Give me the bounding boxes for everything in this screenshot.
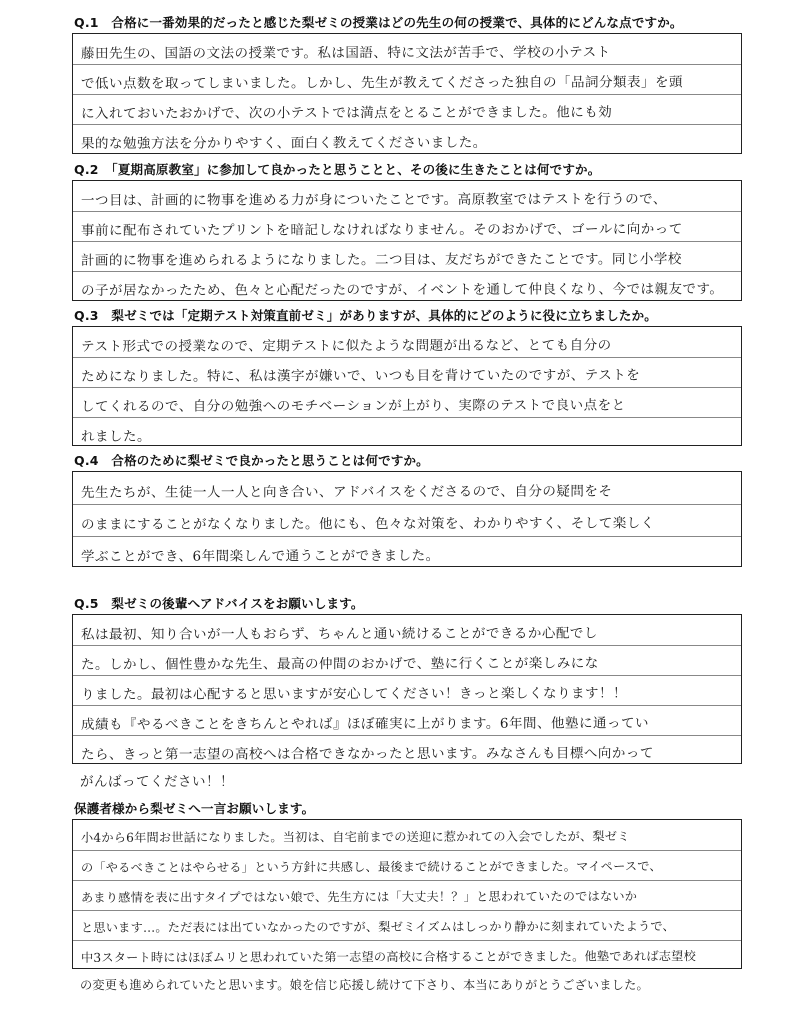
- question-1: Q.1 合格に一番効果的だったと感じた梨ゼミの授業はどの先生の何の授業で、具体的にどんな点ですか。: [74, 15, 683, 30]
- question-5: Q.5 梨ゼミの後輩へアドバイスをお願いします。: [74, 596, 364, 611]
- answer-box-2: [72, 180, 742, 301]
- answer-4-line-3: 学ぶことができ、6年間楽しんで通うことができました。: [80, 547, 440, 565]
- answer-3-line-4: れました。: [80, 428, 152, 445]
- answer-5-line-2: た。しかし、個性豊かな先生、最高の仲間のおかげで、塾に行くことが楽しみにな: [80, 655, 599, 673]
- answer-box-1: [72, 33, 742, 154]
- answer-4-line-2: のままにすることがなくなりました。他にも、色々な対策を、わかりやすく、そして楽しく: [80, 515, 655, 533]
- answer-3-line-3: してくれるので、自分の勉強へのモチベーションが上がり、実際のテストで良い点をと: [80, 397, 626, 415]
- parents-line-4: と思います…。ただ表には出ていなかったのですが、梨ゼミイズムはしっかり静かに刻まれていたようで、: [80, 919, 675, 935]
- answer-1-line-2: で低い点数を取ってしまいました。しかし、先生が教えてくださった独自の「品詞分類表」を頭: [80, 74, 684, 92]
- answer-box-3: [72, 326, 742, 446]
- answer-2-line-2: 事前に配布されていたプリントを暗記しなければなりません。そのおかげで、ゴールに向かって: [80, 221, 683, 239]
- parents-line-6: の変更も進められていたと思います。娘を信じ応援し続けて下さり、本当にありがとうございました。: [80, 978, 649, 992]
- parents-line-5: 中3スタート時にはほぼムリと思われていた第一志望の高校に合格することができました。他塾であれば志望校: [80, 949, 696, 965]
- answer-5-line-3: りました。最初は心配すると思いますが安心してください！きっと楽しくなります！！: [80, 685, 628, 703]
- answer-1-line-1: 藤田先生の、国語の文法の授業です。私は国語、特に文法が苦手で、学校の小テスト: [80, 44, 611, 62]
- answer-box-4: [72, 471, 742, 567]
- answer-3-line-2: ためになりました。特に、私は漢字が嫌いで、いつも目を背けていたのですが、テストを: [80, 367, 641, 385]
- parents-line-1: 小4から6年間お世話になりました。当初は、自宅前までの送迎に惹かれての入会でしたが、梨ゼミ: [80, 829, 630, 845]
- question-2: Q.2 「夏期高原教室」に参加して良かったと思うことと、その後に生きたことは何ですか。: [74, 162, 601, 177]
- parents-line-2: の「やるべきことはやらせる」という方針に共感し、最後まで続けることができました。マイペースで、: [80, 859, 662, 875]
- answer-5-line-5: たら、きっと第一志望の高校へは合格できなかったと思います。みなさんも目標へ向かって: [80, 745, 654, 763]
- answer-3-line-1: テスト形式での授業なので、定期テストに似たような問題が出るなど、とても自分の: [80, 337, 612, 355]
- answer-1-line-4: 果的な勉強方法を分かりやすく、面白く教えてくださいました。: [80, 134, 487, 152]
- parents-heading: 保護者様から梨ゼミへ一言お願いします。: [74, 801, 315, 816]
- answer-1-line-3: に入れておいたおかげで、次の小テストでは満点をとることができました。他にも効: [80, 104, 613, 122]
- answer-2-line-1: 一つ目は、計画的に物事を進める力が身についたことです。高原教室ではテストを行うので、: [80, 191, 667, 209]
- parents-box: [72, 819, 742, 969]
- answer-2-line-4: の子が居なかったため、色々と心配だったのですが、イベントを通して仲良くなり、今では親友です。: [80, 281, 724, 299]
- answer-5-overflow: がんばってください！！: [80, 774, 234, 790]
- question-3: Q.3 梨ゼミでは「定期テスト対策直前ゼミ」がありますが、具体的にどのように役に立ちましたか。: [74, 308, 657, 323]
- answer-5-line-1: 私は最初、知り合いが一人もおらず、ちゃんと通い続けることができるか心配でし: [80, 625, 598, 643]
- question-4: Q.4 合格のために梨ゼミで良かったと思うことは何ですか。: [74, 453, 429, 468]
- parents-line-3: あまり感情を表に出すタイプではない娘で、先生方には「大丈夫！？」と思われていたのではないか: [80, 889, 638, 905]
- answer-4-line-1: 先生たちが、生徒一人一人と向き合い、アドバイスをくださるので、自分の疑問をそ: [80, 483, 613, 501]
- answer-box-5: [72, 614, 742, 764]
- answer-5-line-4: 成績も『やるべきことをきちんとやれば』ほぼ確実に上がります。6年間、他塾に通ってい: [80, 715, 650, 733]
- answer-2-line-3: 計画的に物事を進められるようになりました。二つ目は、友だちができたことです。同じ小学校: [80, 251, 682, 269]
